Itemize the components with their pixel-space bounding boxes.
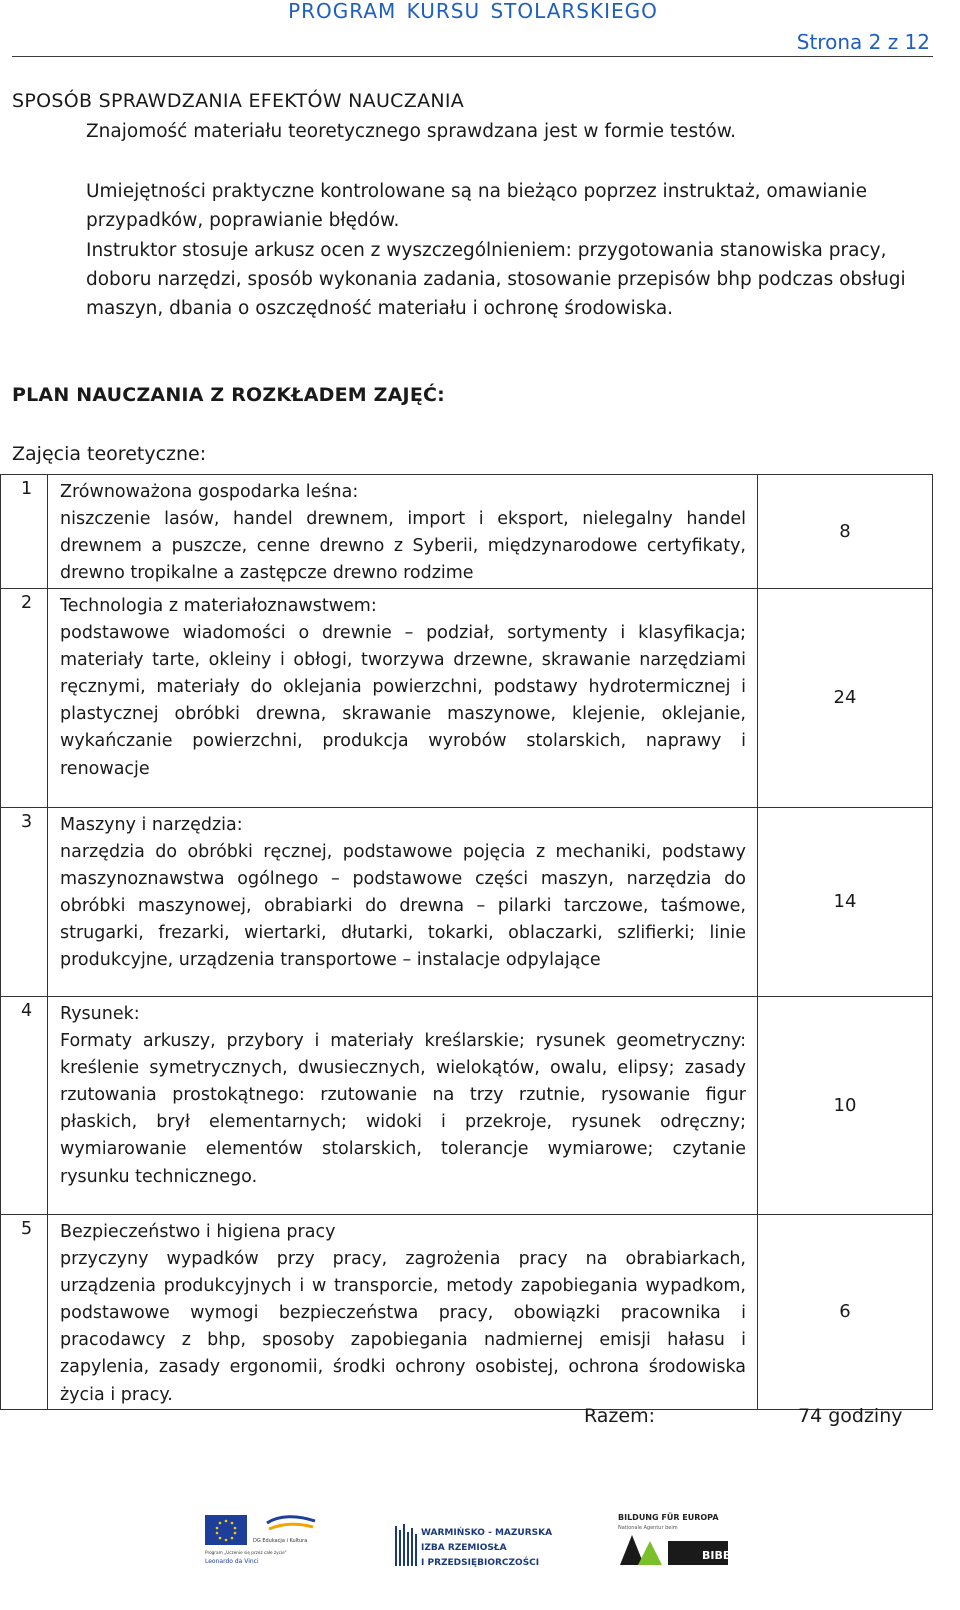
row-hours: 14	[758, 807, 933, 996]
row-description	[48, 996, 758, 1214]
row-description	[48, 588, 758, 807]
bibb-logo-line1: BILDUNG FÜR EUROPA	[618, 1513, 719, 1522]
bildung-fur-europa-logo	[618, 1511, 730, 1567]
bibb-logo-line2: Nationale Agentur beim	[618, 1525, 678, 1531]
eu-logo-line2: Program „Uczenie się przez całe życie"	[205, 1550, 287, 1555]
row-hours: 24	[758, 588, 933, 807]
theory-subheading: Zajęcia teoretyczne:	[12, 443, 207, 465]
row-description	[48, 1214, 758, 1409]
izba-rzemiosla-logo	[395, 1520, 553, 1568]
total-label: Razem:	[584, 1405, 655, 1427]
row-detail: narzędzia do obróbki ręcznej, podstawowe pojęcia z mechaniki, podstawy maszynoznawstwa ogólnego – podstawowe części maszyn, narzędzia do obróbki maszynowej, obrabiarki do drewna – pilarki tarczowe, taśmowe, strugarki, frezarki, wiertarki, dłutarki, tokarki, oblaczarki, szlifierki; linie produkcyjne, urządzenia transportowe – instalacje odpylające	[60, 841, 746, 971]
assessment-paragraph: Znajomość materiału teoretycznego sprawdzana jest w formie testów.	[86, 121, 737, 142]
table-row	[1, 1214, 933, 1409]
row-topic: Bezpieczeństwo i higiena pracy	[60, 1221, 336, 1242]
row-topic: Maszyny i narzędzia:	[60, 814, 243, 835]
eu-logo-line1: DG Edukacja i Kultura	[253, 1538, 308, 1544]
document-header-title: PROGRAM KURSU STOLARSKIEGO	[288, 0, 658, 23]
row-detail: niszczenie lasów, handel drewnem, import i eksport, nielegalny handel drewnem a puszcze, cenne drewno z Syberii, międzynarodowe certyfikaty, drewno tropikalne a zastępcze drewno rodzime	[60, 509, 746, 584]
table-row	[1, 475, 933, 589]
izba-logo-line2: IZBA RZEMIOSŁA	[421, 1543, 507, 1553]
assessment-paragraph: Umiejętności praktyczne kontrolowane są na bieżąco poprzez instruktaż, omawianie przypadków, poprawianie błędów.	[86, 181, 867, 231]
eu-logo-line3: Leonardo da Vinci	[205, 1558, 259, 1565]
header-divider	[12, 56, 933, 57]
row-hours: 8	[758, 475, 933, 589]
curriculum-table	[0, 474, 933, 1410]
assessment-paragraph: Instruktor stosuje arkusz ocen z wyszczególnieniem: przygotowania stanowiska pracy, doboru narzędzi, sposób wykonania zadania, stosowanie przepisów bhp podczas obsługi maszyn, dbania o oszczędność materiału i ochronę środowiska.	[86, 240, 906, 319]
row-topic: Technologia z materiałoznawstwem:	[60, 595, 377, 616]
izba-emblem-icon	[395, 1524, 417, 1566]
row-number: 4	[1, 996, 48, 1214]
row-number: 2	[1, 588, 48, 807]
row-number: 1	[1, 475, 48, 589]
table-row	[1, 588, 933, 807]
row-detail: podstawowe wiadomości o drewnie – podział, sortymenty i klasyfikacja; materiały tarte, okleiny i obłogi, tworzywa drzewne, skrawanie narzędziami ręcznymi, materiały do oklejania powierzchni, podstawy hydrotermicznej i plastycznej obróbki drewna, skrawanie maszynowe, klejenie, oklejanie, wykańczanie powierzchni, produkcja wyrobów stolarskich, naprawy i renowacje	[60, 622, 746, 779]
row-topic: Zrównoważona gospodarka leśna:	[60, 482, 359, 502]
row-detail: przyczyny wypadków przy pracy, zagrożenia pracy na obrabiarkach, urządzenia produkcyjnych i w transporcie, metody zapobiegania wypadkom, podstawowe wymogi bezpieczeństwa pracy, obowiązki pracownika i pracodawcy z bhp, sposoby zapobiegania nadmiernej emisji hałasu i zapylenia, zasady ergonomii, środki ochrony osobistej, ochrona środowiska życia i pracy.	[60, 1248, 746, 1405]
page-number: Strona 2 z 12	[796, 30, 930, 54]
bibb-logo-line3: BIBB	[702, 1549, 732, 1562]
row-number: 5	[1, 1214, 48, 1409]
row-topic: Rysunek:	[60, 1003, 140, 1024]
row-description	[48, 475, 758, 589]
row-number: 3	[1, 807, 48, 996]
total-value: 74 godziny	[798, 1405, 903, 1427]
assessment-section-title: SPOSÓB SPRAWDZANIA EFEKTÓW NAUCZANIA	[12, 90, 465, 112]
row-hours: 10	[758, 996, 933, 1214]
row-description	[48, 807, 758, 996]
row-detail: Formaty arkuszy, przybory i materiały kreślarskie; rysunek geometryczny: kreślenie symetrycznych, dwusiecznych, wielokątów, owalu, elipsy; zasady rzutowania prostokątnego: rzutowanie na trzy rzutnie, rysowanie figur płaskich, brył elementarnych; widoki i przekroje, rysunek odręczny; wymiarowanie elementów stolarskich, tolerancje wymiarowe; czytanie rysunku technicznego.	[60, 1030, 746, 1187]
izba-logo-line3: I PRZEDSIĘBIORCZOŚCI	[421, 1558, 540, 1568]
izba-logo-line1: WARMIŃSKO - MAZURSKA	[421, 1528, 553, 1538]
row-hours: 6	[758, 1214, 933, 1409]
table-row	[1, 807, 933, 996]
plan-heading: PLAN NAUCZANIA Z ROZKŁADEM ZAJĘĆ:	[12, 384, 445, 406]
eu-leonardo-logo	[205, 1513, 317, 1565]
table-row	[1, 996, 933, 1214]
